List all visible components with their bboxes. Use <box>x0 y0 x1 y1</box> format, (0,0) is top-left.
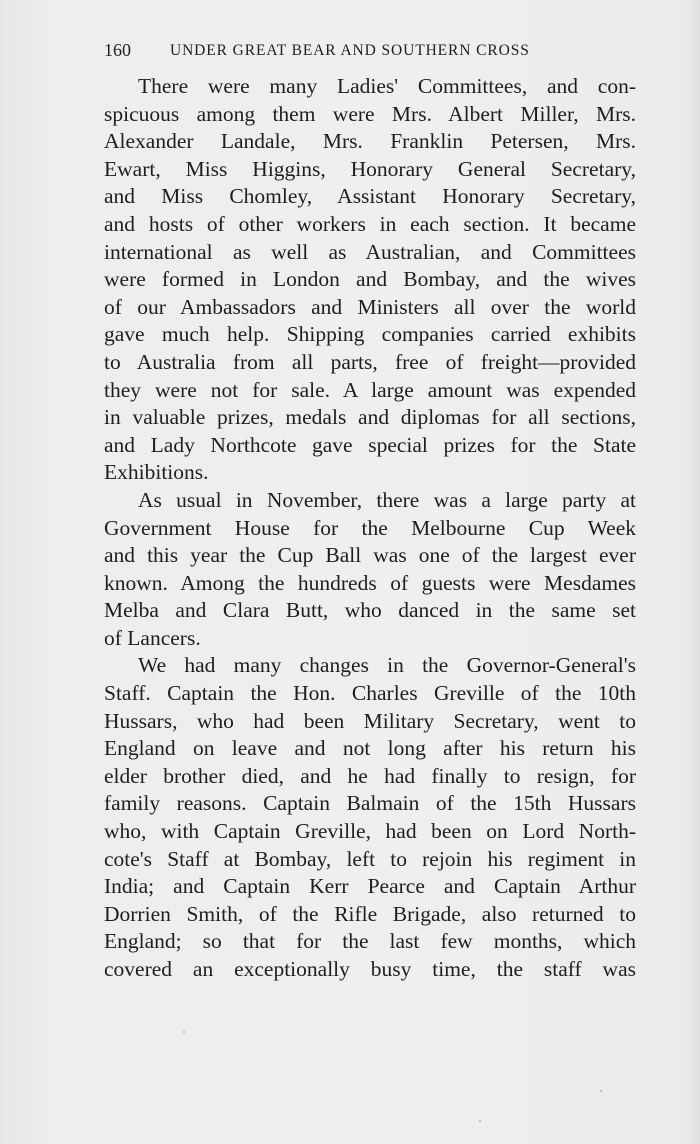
running-head <box>104 40 634 66</box>
text-line: and Miss Chomley, Assistant Honorary Secretary, <box>104 184 636 209</box>
text-line: Exhibitions. <box>104 460 209 485</box>
text-line: and hosts of other workers in each section. It became <box>104 211 636 236</box>
page-edge-shadow <box>686 0 700 1144</box>
text-line: cote's Staff at Bombay, left to rejoin his regiment in <box>104 846 636 871</box>
text-line: As usual in November, there was a large party at <box>138 487 636 512</box>
text-line: We had many changes in the Governor-General's <box>138 653 636 678</box>
text-line: England; so that for the last few months, which <box>104 929 636 954</box>
text-line: and this year the Cup Ball was one of the largest ever <box>104 543 636 568</box>
paper-speck <box>600 1090 602 1092</box>
paper-speck <box>183 1031 185 1033</box>
text-line: India; and Captain Kerr Pearce and Captain Arthur <box>104 874 636 899</box>
text-line: of Lancers. <box>104 625 201 650</box>
text-line: of our Ambassadors and Ministers all over the world <box>104 294 636 319</box>
text-line: in valuable prizes, medals and diplomas for all sections, <box>104 405 636 430</box>
page-number: 160 <box>104 40 131 60</box>
text-line: elder brother died, and he had finally to resign, for <box>104 763 636 788</box>
text-line: who, with Captain Greville, had been on Lord North- <box>104 819 636 844</box>
text-line: spicuous among them were Mrs. Albert Miller, Mrs. <box>104 101 636 126</box>
running-title: UNDER GREAT BEAR AND SOUTHERN CROSS <box>170 42 530 59</box>
text-line: known. Among the hundreds of guests were Mesdames <box>104 570 636 595</box>
text-line: Government House for the Melbourne Cup Week <box>104 515 636 540</box>
text-line: Hussars, who had been Military Secretary, went to <box>104 708 636 733</box>
text-line: were formed in London and Bombay, and the wives <box>104 267 636 292</box>
text-line: Melba and Clara Butt, who danced in the same set <box>104 598 636 623</box>
text-line: Ewart, Miss Higgins, Honorary General Secretary, <box>104 156 636 181</box>
text-line: England on leave and not long after his return his <box>104 736 636 761</box>
paper-speck <box>479 1120 481 1122</box>
text-line: to Australia from all parts, free of freight—provided <box>104 349 636 374</box>
text-line: covered an exceptionally busy time, the staff was <box>104 957 636 981</box>
text-line: Staff. Captain the Hon. Charles Greville of the 10th <box>104 681 636 706</box>
body-text <box>104 73 636 984</box>
text-line: and Lady Northcote gave special prizes for the State <box>104 432 636 457</box>
text-line: family reasons. Captain Balmain of the 15th Hussars <box>104 791 636 816</box>
text-line: Alexander Landale, Mrs. Franklin Petersen, Mrs. <box>104 129 636 154</box>
text-line: gave much help. Shipping companies carried exhibits <box>104 322 636 347</box>
text-line: international as well as Australian, and Committees <box>104 239 636 264</box>
text-line: Dorrien Smith, of the Rifle Brigade, also returned to <box>104 901 636 926</box>
text-line: There were many Ladies' Committees, and con- <box>138 74 636 98</box>
text-line: they were not for sale. A large amount was expended <box>104 377 636 402</box>
